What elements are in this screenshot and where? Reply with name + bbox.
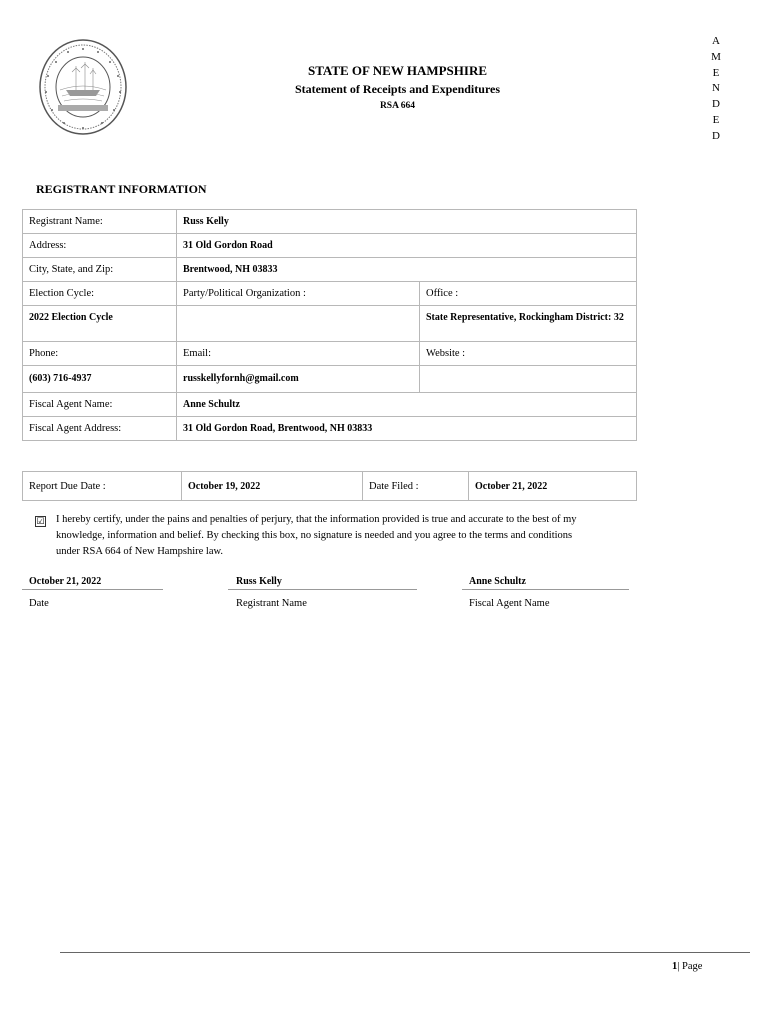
election-cycle-label: Election Cycle:	[23, 282, 177, 306]
email-label: Email:	[177, 342, 420, 366]
report-dates-table	[22, 471, 637, 501]
certify-statement: I hereby certify, under the pains and penalties of perjury, that the information provided is true and accurate to the best of my knowledge, information and belief. By checking this box, no signature is needed and you agree to the terms and conditions under RSA 664 of New Hampshire law.	[56, 514, 577, 557]
table-row	[23, 366, 637, 393]
report-due-date-label: Report Due Date :	[23, 472, 182, 501]
table-row	[23, 234, 637, 258]
table-row	[23, 258, 637, 282]
state-title: STATE OF NEW HAMPSHIRE	[307, 63, 488, 78]
signature-registrant-label: Registrant Name	[236, 598, 307, 609]
fiscal-agent-name-value: Anne Schultz	[177, 393, 637, 417]
amended-letter: E	[712, 113, 720, 126]
signature-registrant-value: Russ Kelly	[236, 576, 282, 587]
signature-agent-label: Fiscal Agent Name	[469, 598, 550, 609]
fiscal-agent-name-label: Fiscal Agent Name:	[23, 393, 177, 417]
amended-letter: D	[712, 129, 720, 142]
amended-letter: A	[712, 35, 720, 47]
address-value: 31 Old Gordon Road	[177, 234, 637, 258]
website-value	[420, 366, 637, 393]
date-filed-label: Date Filed :	[363, 472, 469, 501]
website-label: Website :	[420, 342, 637, 366]
phone-label: Phone:	[23, 342, 177, 366]
city-label: City, State, and Zip:	[23, 258, 177, 282]
amended-letter: N	[712, 82, 720, 95]
page-label: | Page	[677, 961, 703, 972]
signature-agent-value: Anne Schultz	[469, 576, 526, 587]
rsa-subtitle: RSA 664	[379, 101, 416, 111]
signature-date-value: October 21, 2022	[29, 576, 102, 587]
footer-divider	[60, 952, 750, 953]
amended-letter: D	[712, 98, 720, 111]
signature-line	[22, 589, 163, 590]
table-row	[23, 472, 637, 501]
amended-letter: M	[711, 50, 721, 63]
section-title: REGISTRANT INFORMATION	[36, 182, 207, 196]
registrant-name-value: Russ Kelly	[177, 210, 637, 234]
table-row	[23, 342, 637, 366]
address-label: Address:	[23, 234, 177, 258]
table-row	[23, 306, 637, 342]
signature-date-label: Date	[29, 598, 49, 609]
office-label: Office :	[420, 282, 637, 306]
state-seal-logo	[38, 38, 128, 136]
amended-vertical-label	[706, 34, 726, 145]
phone-value: (603) 716-4937	[23, 366, 177, 393]
signature-line	[228, 589, 417, 590]
certify-checkbox[interactable]: ☑	[36, 516, 45, 526]
signature-line	[462, 589, 629, 590]
email-value: russkellyfornh@gmail.com	[177, 366, 420, 393]
table-row	[23, 393, 637, 417]
party-value	[177, 306, 420, 342]
registrant-name-label: Registrant Name:	[23, 210, 177, 234]
report-due-date-value: October 19, 2022	[182, 472, 363, 501]
city-value: Brentwood, NH 03833	[177, 258, 637, 282]
date-filed-value: October 21, 2022	[469, 472, 637, 501]
statement-title: Statement of Receipts and Expenditures	[294, 82, 501, 96]
table-row	[23, 282, 637, 306]
registrant-info-table	[22, 209, 637, 441]
fiscal-agent-address-value: 31 Old Gordon Road, Brentwood, NH 03833	[177, 417, 637, 441]
page-number-value: 1	[672, 961, 678, 972]
party-label: Party/Political Organization :	[177, 282, 420, 306]
amended-letter: E	[712, 66, 720, 79]
fiscal-agent-address-label: Fiscal Agent Address:	[23, 417, 177, 441]
page-number	[672, 961, 702, 972]
table-row	[23, 417, 637, 441]
office-value: State Representative, Rockingham District: 32	[420, 306, 637, 342]
election-cycle-value: 2022 Election Cycle	[23, 306, 177, 342]
table-row	[23, 210, 637, 234]
